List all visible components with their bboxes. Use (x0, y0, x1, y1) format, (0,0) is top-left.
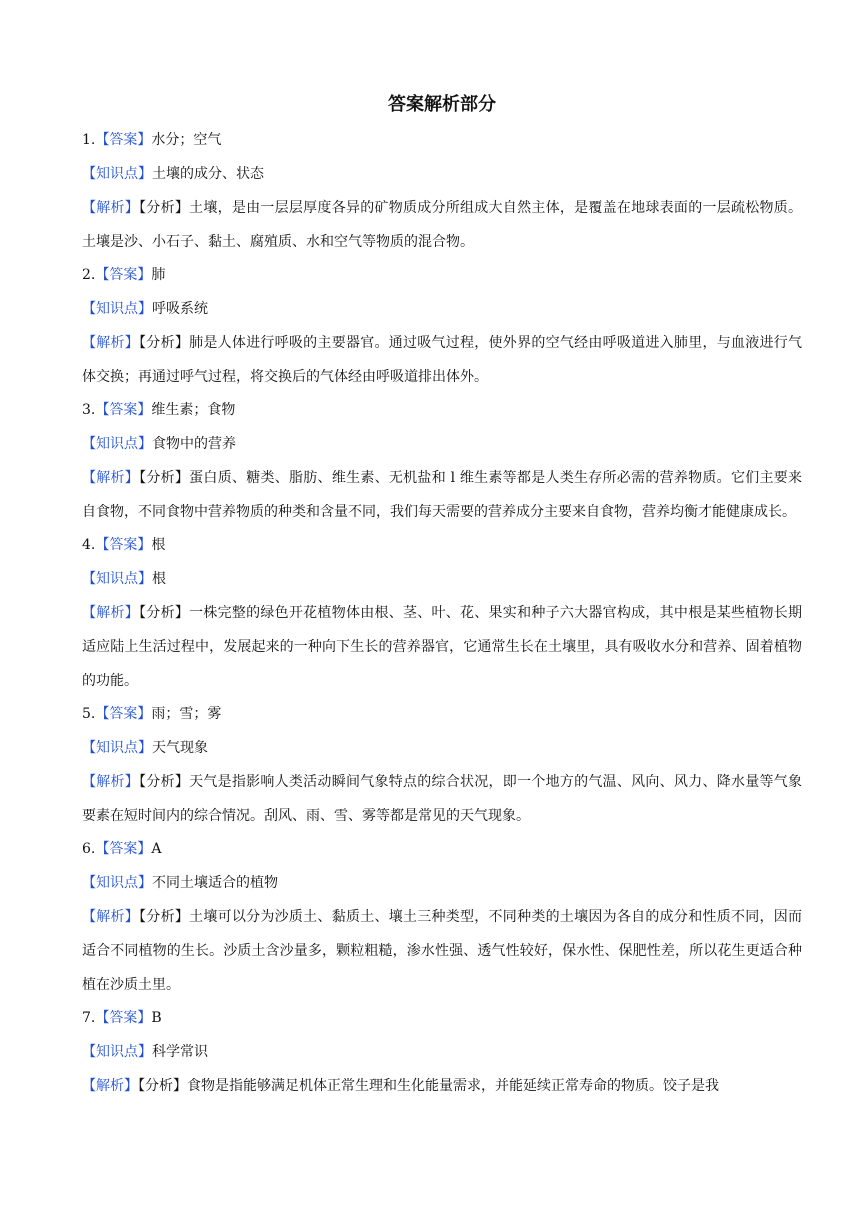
knowledge-line (82, 875, 802, 892)
question-number: 3. (82, 402, 96, 418)
answer-line (82, 537, 802, 554)
analysis-paragraph (82, 1069, 802, 1103)
answer-value: 维生素；食物 (151, 402, 236, 418)
answer-line (82, 402, 802, 419)
knowledge-line (82, 166, 802, 183)
answer-value: 肺 (151, 267, 166, 283)
knowledge-value: 科学常识 (152, 1044, 208, 1060)
knowledge-line (82, 571, 802, 588)
analysis-label: 【解析】 (82, 470, 140, 486)
answer-label: 【答案】 (95, 706, 152, 722)
knowledge-line (82, 436, 802, 453)
answer-value: 水分；空气 (151, 132, 222, 148)
analysis-paragraph (82, 191, 802, 259)
question-number: 5. (82, 706, 96, 722)
knowledge-value: 不同土壤适合的植物 (152, 875, 278, 891)
analysis-text: 土壤，是由一层层厚度各异的矿物质成分所组成大自然主体，是覆盖在地球表面的一层疏松物质。土壤是沙、小石子、黏土、腐殖质、水和空气等物质的混合物。 (82, 200, 803, 250)
question-number: 2. (82, 267, 96, 283)
analysis-text: 蛋白质、糖类、脂肪、维生素、无机盐和 l 维生素等都是人类生存所必需的营养物质。它们主要来自食物，不同食物中营养物质的种类和含量不同，我们每天需要的营养成分主要来自食物，营养均衡才能健康成长。 (82, 470, 803, 520)
analysis-text: 土壤可以分为沙质土、黏质土、壤土三种类型，不同种类的土壤因为各自的成分和性质不同，因而适合不同植物的生长。沙质土含沙量多，颗粒粗糙，渗水性强、透气性较好，保水性、保肥性差，所以花生更适合种植在沙质土里。 (82, 909, 803, 993)
fenxi-label: 【分析】 (139, 335, 190, 351)
fenxi-label: 【分析】 (138, 1078, 187, 1094)
fenxi-label: 【分析】 (139, 200, 190, 216)
page-title: 答案解析部分 (388, 94, 496, 115)
analysis-paragraph (82, 461, 802, 529)
analysis-text: 食物是指能够满足机体正常生理和生化能量需求，并能延续正常寿命的物质。饺子是我 (187, 1078, 719, 1094)
knowledge-label: 【知识点】 (82, 301, 152, 317)
answer-label: 【答案】 (95, 537, 152, 553)
analysis-paragraph (82, 765, 802, 833)
answer-line (82, 267, 802, 284)
analysis-label: 【解析】 (82, 909, 140, 925)
fenxi-label: 【分析】 (139, 909, 190, 925)
knowledge-line (82, 740, 802, 757)
fenxi-label: 【分析】 (139, 470, 190, 486)
question-number: 4. (82, 537, 96, 553)
answer-list (82, 132, 802, 1103)
answer-label: 【答案】 (95, 402, 152, 418)
answer-value: B (151, 1010, 162, 1026)
analysis-label: 【解析】 (82, 335, 140, 351)
knowledge-label: 【知识点】 (82, 1044, 152, 1060)
answer-line (82, 132, 802, 149)
answer-analysis-page (82, 94, 802, 1111)
knowledge-label: 【知识点】 (82, 571, 152, 587)
knowledge-label: 【知识点】 (82, 740, 152, 756)
knowledge-value: 土壤的成分、状态 (152, 166, 264, 182)
answer-value: 雨；雪；雾 (151, 706, 222, 722)
analysis-text: 一株完整的绿色开花植物体由根、茎、叶、花、果实和种子六大器官构成，其中根是某些植物长期适应陆上生活过程中，发展起来的一种向下生长的营养器官，它通常生长在土壤里，具有吸收水分和营养、固着植物的功能。 (82, 605, 803, 689)
knowledge-value: 天气现象 (152, 740, 208, 756)
knowledge-label: 【知识点】 (82, 875, 152, 891)
question-number: 1. (82, 132, 96, 148)
analysis-paragraph (82, 326, 802, 394)
answer-label: 【答案】 (95, 132, 152, 148)
knowledge-value: 呼吸系统 (152, 301, 208, 317)
answer-value: 根 (151, 537, 166, 553)
analysis-text: 肺是人体进行呼吸的主要器官。通过吸气过程，使外界的空气经由呼吸道进入肺里，与血液进行气体交换；再通过呼气过程，将交换后的气体经由呼吸道排出体外。 (82, 335, 803, 385)
question-number: 6. (82, 841, 96, 857)
question-number: 7. (82, 1010, 96, 1026)
fenxi-label: 【分析】 (139, 774, 190, 790)
analysis-text: 天气是指影响人类活动瞬间气象特点的综合状况，即一个地方的气温、风向、风力、降水量等气象要素在短时间内的综合情况。刮风、雨、雪、雾等都是常见的天气现象。 (82, 774, 803, 824)
answer-line (82, 841, 802, 858)
analysis-label: 【解析】 (82, 774, 140, 790)
analysis-label: 【解析】 (82, 1078, 138, 1094)
answer-value: A (151, 841, 162, 857)
knowledge-label: 【知识点】 (82, 166, 152, 182)
analysis-label: 【解析】 (82, 200, 140, 216)
answer-line (82, 706, 802, 723)
knowledge-value: 根 (152, 571, 166, 587)
answer-label: 【答案】 (95, 841, 152, 857)
knowledge-label: 【知识点】 (82, 436, 152, 452)
analysis-paragraph (82, 596, 802, 698)
knowledge-value: 食物中的营养 (152, 436, 236, 452)
knowledge-line (82, 1044, 802, 1061)
answer-line (82, 1010, 802, 1027)
analysis-label: 【解析】 (82, 605, 140, 621)
analysis-paragraph (82, 900, 802, 1002)
knowledge-line (82, 301, 802, 318)
fenxi-label: 【分析】 (139, 605, 190, 621)
answer-label: 【答案】 (95, 1010, 152, 1026)
answer-label: 【答案】 (95, 267, 152, 283)
